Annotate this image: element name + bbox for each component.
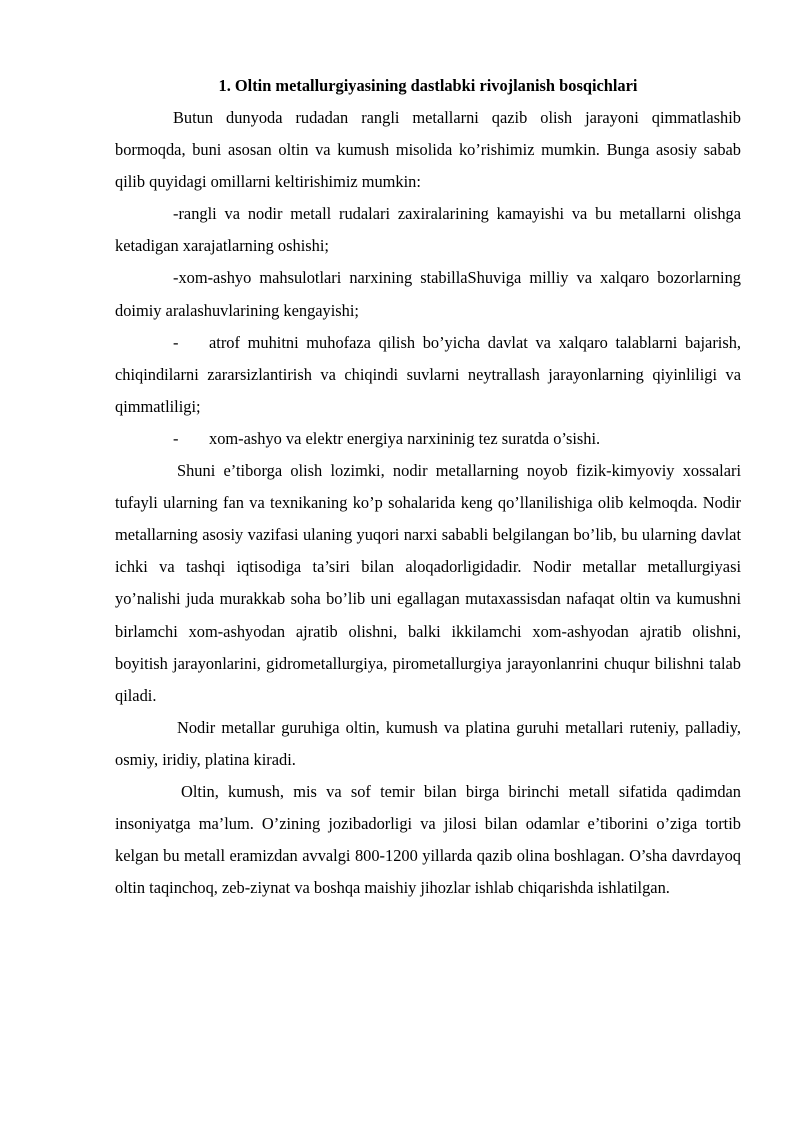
dash-list-text: xom-ashyo va elektr energiya narxininig tez suratda o’sishi. [209,428,601,448]
dash-marker: - [173,428,179,448]
dash-list-text: atrof muhitni muhofaza qilish bo’yicha davlat va xalqaro talablarni bajarish, chiqindilarni zararsizlantirish va chiqindi suvlarni neytrallash jarayonlarning qiyinliligi va qimmatliligi; [115,332,741,416]
intro-paragraph: Butun dunyoda rudadan rangli metallarni qazib olish jarayoni qimmatlashib bormoqda, buni asosan oltin va kumush misolida ko’rishimiz mumkin. Bunga asosiy sabab qilib quyidagi omillarni keltirishimiz mumkin: [115,108,741,192]
body-paragraph: Oltin, kumush, mis va sof temir bilan birga birinchi metall sifatida qadimdan insoniyatga ma’lum. O’zining jozibadorligi va jilosi bilan odamlar e’tiborini o’ziga tortib kelgan bu metall eramizdan avvalgi 800-1200 yillarda qazib olina boshlagan. O’sha davrdayoq oltin taqinchoq, zeb-ziynat va boshqa maishiy jihozlar ishlab chiqarishda ishlatilgan. [115,781,741,898]
document-body [115,70,741,904]
body-paragraph: Nodir metallar guruhiga oltin, kumush va platina guruhi metallari ruteniy, palladiy, osmiy, iridiy, platina kiradi. [115,717,741,769]
bullet-item: -xom-ashyo mahsulotlari narxining stabillaShuviga milliy va xalqaro bozorlarning doimiy aralashuvlarining kengayishi; [115,268,741,320]
dash-marker: - [173,332,179,352]
section-title: 1. Oltin metallurgiyasining dastlabki rivojlanish bosqichlari [218,76,638,95]
dash-list-item [115,327,741,423]
dash-list-item [115,423,741,455]
bullet-item: -rangli va nodir metall rudalari zaxiralarining kamayishi va bu metallarni olishga ketadigan xarajatlarning oshishi; [115,204,741,256]
body-paragraph: Shuni e’tiborga olish lozimki, nodir metallarning noyob fizik-kimyoviy xossalari tufayli ularning fan va texnikaning ko’p sohalarida keng qo’llanilishiga olib kelmoqda. Nodir metallarning asosiy vazifasi ulaning yuqori narxi sababli belgilangan bo’lib, bu ularning davlat ichki va tashqi iqtisodiga ta’siri bilan aloqadorligidadir. Nodir metallar metallurgiyasi yo’nalishi juda murakkab soha bo’lib uni egallagan mutaxassisdan nafaqat oltin va kumushni birlamchi xom-ashyodan ajratib olishni, balki ikkilamchi xom-ashyodan ajratib olishni, boyitish jarayonlarini, gidrometallurgiya, pirometallurgiya jarayonlanrini chuqur bilishni talab qiladi. [115,461,741,705]
